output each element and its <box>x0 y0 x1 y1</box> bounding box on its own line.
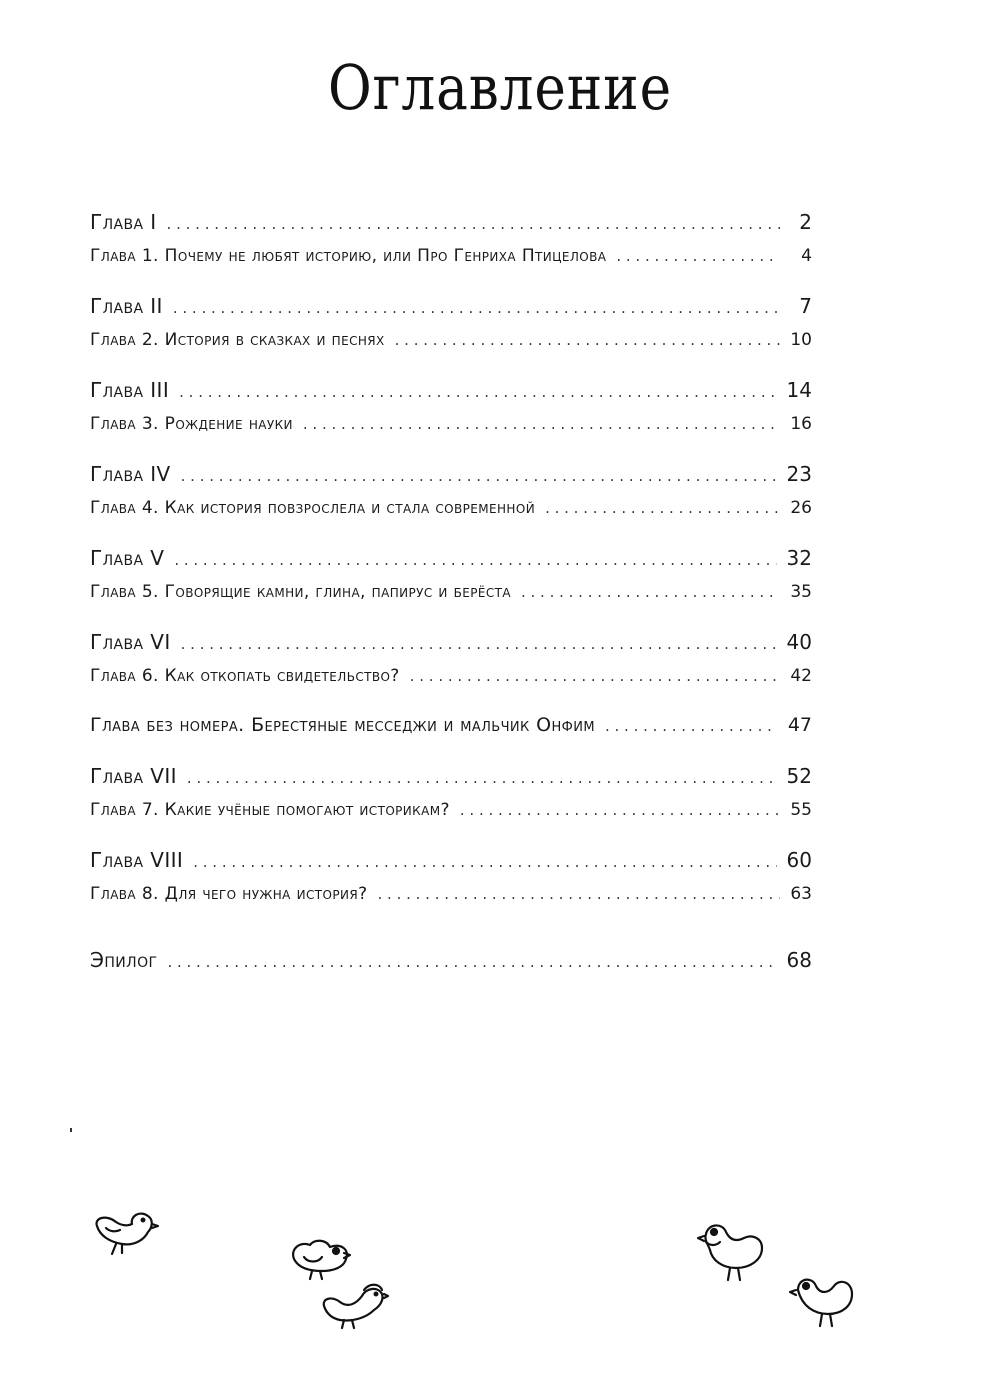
toc-entry-label: Глава V <box>90 546 165 570</box>
toc-entry-page: 16 <box>790 414 812 434</box>
toc-entry-page: 2 <box>799 210 812 234</box>
toc-entry[interactable] <box>90 948 812 972</box>
speck <box>70 1128 72 1132</box>
toc-entry-label: Глава I <box>90 210 157 234</box>
toc-entry-page: 68 <box>786 948 812 972</box>
dot-leader <box>616 247 780 265</box>
toc-entry-page: 14 <box>786 378 812 402</box>
toc-entry-page: 40 <box>786 630 812 654</box>
toc-entry-page: 35 <box>790 582 812 602</box>
toc-entry[interactable] <box>90 498 812 518</box>
toc-entry-label: Глава 6. Как откопать свидетельство? <box>90 666 400 686</box>
dot-leader <box>303 415 780 433</box>
toc-entry[interactable] <box>90 666 812 686</box>
toc-entry[interactable] <box>90 582 812 602</box>
dot-leader <box>545 499 780 517</box>
toc-entry-page: 4 <box>801 246 812 266</box>
toc-entry-page: 42 <box>790 666 812 686</box>
toc-entry[interactable] <box>90 210 812 234</box>
toc-entry-label: Глава VI <box>90 630 171 654</box>
dot-leader <box>173 299 780 317</box>
toc-entry-label: Глава 8. Для чего нужна история? <box>90 884 368 904</box>
toc-entry-page: 7 <box>799 294 812 318</box>
toc-entry[interactable] <box>90 294 812 318</box>
toc-entry[interactable] <box>90 714 812 736</box>
toc-entry[interactable] <box>90 630 812 654</box>
dot-leader <box>187 769 777 787</box>
toc-entry-label: Глава 3. Рождение науки <box>90 414 293 434</box>
toc-entry[interactable] <box>90 764 812 788</box>
bird-doodle-icon <box>696 1220 768 1284</box>
toc-entry[interactable] <box>90 546 812 570</box>
toc-entry-label: Глава 5. Говорящие камни, глина, папирус и берёста <box>90 582 511 602</box>
dot-leader <box>181 635 777 653</box>
toc-entry-label: Глава VIII <box>90 848 184 872</box>
toc-entry[interactable] <box>90 330 812 350</box>
dot-leader <box>605 717 778 735</box>
dot-leader <box>395 331 780 349</box>
toc-entry[interactable] <box>90 462 812 486</box>
toc-entry-label: Глава без номера. Берестяные месседжи и мальчик Онфим <box>90 714 595 736</box>
toc-entry[interactable] <box>90 414 812 434</box>
toc-entry-label: Глава VII <box>90 764 177 788</box>
dot-leader <box>521 583 780 601</box>
toc-entry-page: 10 <box>790 330 812 350</box>
toc-entry-label: Глава II <box>90 294 163 318</box>
toc-entry[interactable] <box>90 848 812 872</box>
bird-doodle-icon <box>288 1235 358 1285</box>
dot-leader <box>378 885 781 903</box>
toc-entry-label: Глава 1. Почему не любят историю, или Про Генриха Птицелова <box>90 246 607 266</box>
toc-entry-page: 52 <box>786 764 812 788</box>
toc-entry-label: Глава III <box>90 378 170 402</box>
bird-doodle-icon <box>92 1208 162 1258</box>
dot-leader <box>179 383 776 401</box>
toc-entry-page: 26 <box>790 498 812 518</box>
dot-leader <box>193 853 776 871</box>
toc-entry-label: Глава 2. История в сказках и песнях <box>90 330 385 350</box>
toc-entry[interactable] <box>90 884 812 904</box>
bird-doodle-icon <box>786 1270 858 1330</box>
dot-leader <box>181 467 777 485</box>
toc-entry[interactable] <box>90 800 812 820</box>
toc-entry-label: Глава IV <box>90 462 171 486</box>
dot-leader <box>174 551 776 569</box>
toc-entry-page: 47 <box>787 714 812 736</box>
toc-entry-page: 55 <box>790 800 812 820</box>
toc-entry-label: Глава 7. Какие учёные помогают историкам? <box>90 800 450 820</box>
toc-entry-label: Глава 4. Как история повзрослела и стала современной <box>90 498 536 518</box>
dot-leader <box>460 801 780 819</box>
toc-entry-page: 23 <box>786 462 812 486</box>
toc-entry-page: 32 <box>786 546 812 570</box>
dot-leader <box>410 667 780 685</box>
toc-entry[interactable] <box>90 378 812 402</box>
dot-leader <box>167 215 780 233</box>
toc-entry-label: Эпилог <box>90 948 158 972</box>
bird-doodle-icon <box>318 1280 390 1330</box>
toc-entry-page: 63 <box>790 884 812 904</box>
toc-entry[interactable] <box>90 246 812 266</box>
page-title: Оглавление <box>328 51 672 124</box>
toc-entry-page: 60 <box>786 848 812 872</box>
dot-leader <box>167 953 776 971</box>
